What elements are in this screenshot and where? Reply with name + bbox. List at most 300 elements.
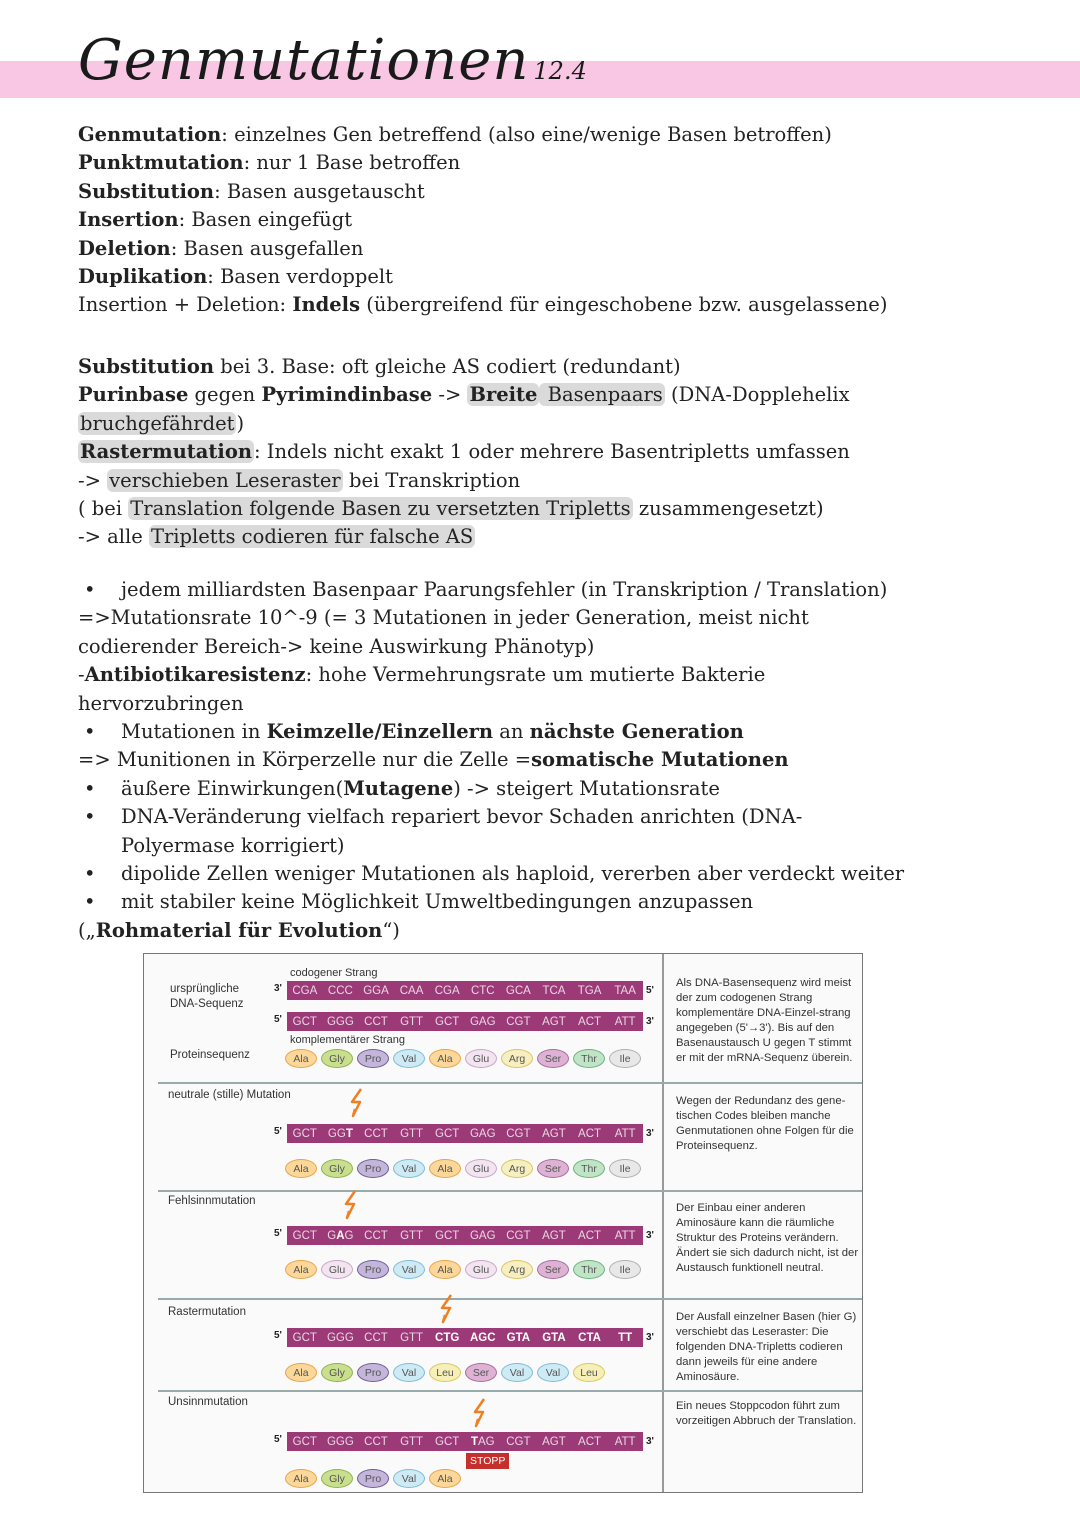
codon-text: CGT — [506, 1127, 531, 1140]
amino-acid-val: Val — [393, 1363, 425, 1382]
text-line — [78, 718, 904, 746]
text-segment: mit stabiler keine Möglichkeit Umweltbedingungen anzupassen — [121, 890, 754, 914]
strand-end-label: 3' — [646, 1436, 654, 1447]
codon — [323, 1128, 359, 1140]
amino-acid-ala: Ala — [429, 1260, 461, 1279]
strand-end-label: 5' — [274, 1228, 282, 1239]
codon-text: GGG — [326, 1015, 354, 1028]
codon-text: CCT — [364, 1127, 388, 1140]
amino-acid-ala: Ala — [429, 1049, 461, 1068]
amino-acid-glu: Glu — [465, 1159, 497, 1178]
section-divider — [158, 1298, 862, 1300]
codon-text: AGC — [469, 1331, 496, 1344]
text-segment: DNA-Veränderung vielfach repariert bevor Schaden anrichten (DNA- — [121, 805, 803, 829]
text-segment: Insertion + Deletion: — [78, 293, 293, 317]
codon-text: GTT — [400, 1127, 424, 1140]
codon — [536, 1016, 572, 1028]
codon — [607, 1230, 643, 1242]
codon-text: AGT — [542, 1229, 566, 1242]
text-line — [78, 235, 887, 263]
codon — [572, 1016, 608, 1028]
codon-text: ACT — [578, 1435, 602, 1448]
codon-text: GAG — [469, 1015, 496, 1028]
strand-end-label: 3' — [646, 1128, 654, 1139]
bullet-icon: • — [84, 805, 96, 829]
bold-term: Rohmaterial für Evolution — [95, 918, 383, 942]
amino-acid-ala: Ala — [429, 1159, 461, 1178]
note-unsinn: Ein neues Stoppcodon führt zum vorzeitigen Abbruch der Translation. — [676, 1400, 857, 1427]
codon-text: ACT — [578, 1015, 602, 1028]
text-line — [78, 206, 887, 234]
amino-acid-gly: Gly — [321, 1469, 353, 1488]
strand-unsinn — [287, 1432, 643, 1451]
section-divider — [158, 1082, 862, 1084]
codon — [536, 1128, 572, 1140]
codon-text: GCT — [292, 1127, 317, 1140]
codogen-strand-label: codogener Strang — [290, 967, 378, 979]
codon-text: CCT — [364, 1015, 388, 1028]
amino-acid-ala: Ala — [285, 1469, 317, 1488]
codon-text: GTA — [542, 1331, 566, 1344]
text-line — [78, 832, 904, 860]
text-line — [78, 263, 887, 291]
codon — [358, 1436, 394, 1448]
codon — [358, 1332, 394, 1344]
mutation-types-figure — [143, 953, 863, 1493]
codon-text: CCT — [364, 1435, 388, 1448]
amino-acid-arg: Arg — [501, 1049, 533, 1068]
protein-sequence-label: Proteinsequenz — [170, 1049, 250, 1061]
codon — [358, 1016, 394, 1028]
codon — [465, 1436, 501, 1448]
codon — [287, 1230, 323, 1242]
amino-acid-val: Val — [393, 1260, 425, 1279]
text-segment: zusammengesetzt) — [632, 496, 824, 520]
text-line — [78, 467, 850, 495]
amino-acid-thr: Thr — [573, 1260, 605, 1279]
amino-acid-ile: Ile — [609, 1049, 641, 1068]
codon-text: GCT — [292, 1435, 317, 1448]
text-line — [78, 661, 904, 689]
codon-text: GG — [327, 1127, 346, 1140]
codon — [394, 985, 430, 997]
codon-text: GTT — [400, 1435, 424, 1448]
amino-acid-ala: Ala — [285, 1049, 317, 1068]
bold-term: Deletion — [78, 236, 171, 260]
amino-acid-ala: Ala — [285, 1260, 317, 1279]
amino-acid-val: Val — [393, 1049, 425, 1068]
amino-acid-arg: Arg — [501, 1260, 533, 1279]
text-segment: : Basen ausgefallen — [170, 236, 364, 260]
amino-acid-glu: Glu — [465, 1260, 497, 1279]
codon-text: T — [345, 1127, 353, 1140]
label-fehlsinn: Fehlsinnmutation — [168, 1195, 256, 1207]
codon-text: T — [470, 1435, 478, 1448]
codon-text: ATT — [614, 1015, 636, 1028]
text-line — [78, 495, 850, 523]
codon — [429, 1016, 465, 1028]
codon — [287, 985, 323, 997]
text-segment: Basenpaars — [541, 383, 663, 407]
codon — [536, 1332, 572, 1344]
codon-text: AG — [477, 1435, 495, 1448]
text-segment: hervorzubringen — [78, 691, 244, 715]
codon — [572, 985, 608, 997]
codon — [287, 1436, 323, 1448]
codon — [323, 1230, 359, 1242]
text-segment: -> — [78, 468, 108, 492]
codon-text: GCT — [292, 1229, 317, 1242]
bold-term: Antibiotikaresistenz — [84, 663, 306, 687]
amino-acid-ala: Ala — [285, 1159, 317, 1178]
note-fehlsinn: Der Einbau einer anderen Aminosäure kann die räumliche Struktur des Proteins verändern. Ändert sie sich dadurch nicht, ist der Austausch funktionell neutral. — [676, 1202, 859, 1274]
codon — [287, 1128, 323, 1140]
text-segment: codierender Bereich-> keine Auswirkung Phänotyp) — [78, 634, 595, 658]
codon-text: GTT — [400, 1229, 424, 1242]
codon-text: CGT — [506, 1435, 531, 1448]
codon-text: CGT — [506, 1015, 531, 1028]
text-segment: => Munitionen in Körperzelle nur die Zelle = — [78, 748, 532, 772]
codon — [358, 1128, 394, 1140]
mutation-lightning-icon — [347, 1088, 369, 1118]
text-segment: verschieben Leseraster — [109, 468, 341, 492]
bullet-icon: • — [84, 776, 96, 800]
strand-end-label: 5' — [646, 985, 654, 996]
amino-acid-pro: Pro — [357, 1469, 389, 1488]
codon-text: AGT — [542, 1015, 566, 1028]
codon — [536, 985, 572, 997]
text-segment: : Indels nicht exakt 1 oder mehrere Basentripletts umfassen — [254, 440, 850, 464]
text-line — [78, 149, 887, 177]
page-title: Genmutationen 12.4 — [78, 28, 587, 93]
amino-acid-glu: Glu — [465, 1049, 497, 1068]
codon-text: GCT — [435, 1229, 460, 1242]
text-line — [78, 633, 904, 661]
codon-text: TAA — [614, 984, 636, 997]
codon — [429, 1332, 465, 1344]
codon — [572, 1128, 608, 1140]
strand-end-label: 5' — [274, 1434, 282, 1445]
amino-acid-pro: Pro — [357, 1049, 389, 1068]
text-segment: gegen — [188, 383, 262, 407]
amino-acid-gly: Gly — [321, 1159, 353, 1178]
codon — [536, 1436, 572, 1448]
text-segment: : einzelnes Gen betreffend (also eine/wenige Basen betroffen) — [221, 123, 832, 146]
section-divider — [158, 1390, 862, 1392]
codon — [501, 1128, 537, 1140]
codon-text: CGT — [506, 1229, 531, 1242]
text-line — [78, 121, 887, 149]
codon — [501, 985, 537, 997]
amino-acid-pro: Pro — [357, 1159, 389, 1178]
codon-text: GGG — [326, 1331, 354, 1344]
stop-codon-label: STOPP — [466, 1453, 509, 1469]
strand-end-label: 3' — [274, 983, 282, 994]
amino-acid-row — [285, 1469, 465, 1488]
text-segment: (übergreifend für eingeschobene bzw. ausgelassene) — [360, 293, 888, 317]
bold-term: somatische Mutationen — [531, 748, 789, 772]
codon-text: GAG — [469, 1229, 496, 1242]
codon — [501, 1332, 537, 1344]
codon-text: GCT — [435, 1127, 460, 1140]
text-line — [78, 888, 904, 916]
mutation-lightning-icon — [341, 1190, 363, 1220]
codon — [429, 985, 465, 997]
amino-acid-ala: Ala — [429, 1469, 461, 1488]
bullet-icon: • — [84, 890, 96, 914]
text-line — [78, 381, 850, 409]
strand-end-label: 5' — [274, 1014, 282, 1025]
codon-text: CTC — [470, 984, 495, 997]
bold-term: Substitution — [78, 355, 215, 378]
codon-text: GGG — [326, 1435, 354, 1448]
codon-text: ATT — [614, 1435, 636, 1448]
codon — [607, 1436, 643, 1448]
codon-text: GCT — [292, 1015, 317, 1028]
amino-acid-ile: Ile — [609, 1260, 641, 1279]
codon — [501, 1016, 537, 1028]
codon-text: CCC — [327, 984, 353, 997]
text-segment: an — [493, 719, 530, 743]
codon-text: GCT — [435, 1435, 460, 1448]
strand-end-label: 3' — [646, 1016, 654, 1027]
amino-acid-row — [285, 1260, 645, 1279]
text-line — [78, 178, 887, 206]
strand-fehlsinn — [287, 1226, 643, 1245]
codon — [429, 1128, 465, 1140]
codon-text: GGA — [363, 984, 389, 997]
text-segment: : nur 1 Base betroffen — [243, 151, 461, 175]
codon — [429, 1230, 465, 1242]
bullet-icon: • — [84, 719, 96, 743]
text-segment: “) — [382, 918, 400, 942]
text-segment: jedem milliardsten Basenpaar Paarungsfehler (in Transkription / Translation) — [121, 578, 888, 601]
text-line — [78, 690, 904, 718]
section-divider — [158, 1190, 862, 1192]
codon — [323, 1436, 359, 1448]
bold-term: Mutagene — [343, 776, 454, 800]
codon-text: GCT — [292, 1331, 317, 1344]
amino-acid-gly: Gly — [321, 1049, 353, 1068]
codogen-strand — [287, 981, 643, 1000]
amino-acid-ser: Ser — [537, 1159, 569, 1178]
codon — [394, 1332, 430, 1344]
text-line — [78, 576, 904, 604]
codon — [394, 1128, 430, 1140]
amino-acid-glu: Glu — [321, 1260, 353, 1279]
codon — [572, 1436, 608, 1448]
text-line — [78, 410, 850, 438]
codon — [501, 1436, 537, 1448]
text-line — [78, 803, 904, 831]
text-line — [78, 775, 904, 803]
text-segment: =>Mutationsrate 10^-9 (= 3 Mutationen in jeder Generation, meist nicht — [78, 606, 809, 630]
codon-text: AGT — [542, 1435, 566, 1448]
text-segment: ) — [236, 411, 245, 435]
codon — [465, 1332, 501, 1344]
amino-acid-ser: Ser — [465, 1363, 497, 1382]
text-segment: bei Transkription — [342, 468, 521, 492]
mutation-lightning-icon — [437, 1294, 459, 1324]
amino-acid-leu: Leu — [429, 1363, 461, 1382]
strand-end-label: 5' — [274, 1126, 282, 1137]
codon-text: G — [327, 1229, 337, 1242]
amino-acid-val: Val — [537, 1363, 569, 1382]
original-sequence-label-2: DNA-Sequenz — [170, 998, 244, 1010]
codon — [323, 1332, 359, 1344]
label-raster: Rastermutation — [168, 1306, 246, 1318]
text-segment: : Basen verdoppelt — [207, 264, 394, 288]
text-segment: : hohe Vermehrungsrate um mutierte Bakterie — [305, 663, 766, 687]
amino-acid-ala: Ala — [285, 1363, 317, 1382]
codon — [465, 1128, 501, 1140]
text-segment: äußere Einwirkungen( — [121, 776, 344, 800]
text-segment: : Basen ausgetauscht — [214, 179, 425, 203]
text-segment: -> — [432, 383, 468, 407]
amino-acid-leu: Leu — [573, 1363, 605, 1382]
bullet-icon: • — [84, 578, 96, 601]
amino-acid-ser: Ser — [537, 1049, 569, 1068]
text-line — [78, 917, 904, 945]
codon-text: AGT — [542, 1127, 566, 1140]
mutation-lightning-icon — [470, 1398, 492, 1428]
figure-column-divider — [662, 954, 664, 1492]
bold-term: Insertion — [78, 208, 179, 232]
text-segment: Translation folgende Basen zu versetzten Tripletts — [130, 496, 631, 520]
codon — [394, 1016, 430, 1028]
amino-acid-thr: Thr — [573, 1159, 605, 1178]
bold-term: Purinbase — [78, 383, 189, 407]
text-segment: ) -> steigert Mutationsrate — [453, 776, 720, 800]
amino-acid-row — [285, 1159, 645, 1178]
complementary-strand-label: komplementärer Strang — [290, 1034, 405, 1046]
text-segment: bei 3. Base: oft gleiche AS codiert (redundant) — [214, 355, 681, 378]
note-neutral: Wegen der Redundanz des gene-tischen Codes bleiben manche Genmutationen ohne Folgen für die Proteinsequenz. — [676, 1095, 854, 1152]
codon — [607, 1332, 643, 1344]
label-unsinn: Unsinnmutation — [168, 1396, 248, 1408]
strand-end-label: 5' — [274, 1330, 282, 1341]
amino-acid-pro: Pro — [357, 1363, 389, 1382]
mutation-facts-block — [78, 576, 904, 945]
amino-acid-ser: Ser — [537, 1260, 569, 1279]
codon — [287, 1016, 323, 1028]
text-line — [78, 746, 904, 774]
text-segment: dipolide Zellen weniger Mutationen als haploid, vererben aber verdeckt weiter — [121, 861, 905, 885]
bold-term: Substitution — [78, 179, 215, 203]
codon-text: ATT — [614, 1229, 636, 1242]
codon — [572, 1230, 608, 1242]
amino-acid-arg: Arg — [501, 1159, 533, 1178]
codon-text: ACT — [578, 1127, 602, 1140]
codon — [287, 1332, 323, 1344]
codon-text: CCT — [364, 1331, 388, 1344]
codon-text: GTT — [400, 1015, 424, 1028]
codon-text: A — [336, 1229, 345, 1242]
codon-text: TGA — [577, 984, 602, 997]
codon-text: G — [344, 1229, 354, 1242]
text-segment: (DNA-Dopplehelix — [664, 383, 850, 407]
amino-acid-ile: Ile — [609, 1159, 641, 1178]
codon — [501, 1230, 537, 1242]
substitution-raster-block — [78, 353, 850, 552]
bold-term: Punktmutation — [78, 151, 244, 175]
codon — [429, 1436, 465, 1448]
text-line — [78, 438, 850, 466]
text-line — [78, 353, 850, 381]
codon-text: CCT — [364, 1229, 388, 1242]
amino-acid-val: Val — [393, 1159, 425, 1178]
codon — [465, 985, 501, 997]
codon-text: TCA — [542, 984, 566, 997]
bold-term: Breite — [469, 383, 538, 407]
codon — [607, 985, 643, 997]
amino-acid-pro: Pro — [357, 1260, 389, 1279]
note-original: Als DNA-Basensequenz wird meist der zum codogenen Strang komplementäre DNA-Einzel-strang angegeben (5'→3'). Bis auf den Basenaustausch U gegen T stimmt er mit der mRNA-Sequenz überein. — [676, 977, 853, 1064]
codon — [465, 1016, 501, 1028]
strand-end-label: 3' — [646, 1332, 654, 1343]
text-segment: bruchgefährdet — [80, 411, 235, 435]
bold-term: Pyrimindinbase — [261, 383, 433, 407]
strand-neutral — [287, 1124, 643, 1143]
codon-text: GCA — [505, 984, 531, 997]
text-segment: Polyermase korrigiert) — [121, 833, 345, 857]
codon — [394, 1436, 430, 1448]
codon-text: CTG — [435, 1331, 460, 1344]
codon-text: ATT — [614, 1127, 636, 1140]
bold-term: Indels — [292, 293, 361, 317]
amino-acid-val: Val — [393, 1469, 425, 1488]
text-segment: - — [78, 663, 85, 687]
amino-acid-row — [285, 1049, 645, 1068]
text-segment: ( bei — [78, 496, 129, 520]
bold-term: Duplikation — [78, 264, 208, 288]
codon — [536, 1230, 572, 1242]
amino-acid-val: Val — [501, 1363, 533, 1382]
codon — [572, 1332, 608, 1344]
bold-term: Genmutation — [78, 123, 222, 146]
text-line — [78, 523, 850, 551]
strand-end-label: 3' — [646, 1230, 654, 1241]
codon-text: ACT — [578, 1229, 602, 1242]
codon-text: GAG — [469, 1127, 496, 1140]
text-segment: Tripletts codieren für falsche AS — [150, 525, 474, 549]
bold-term: Rastermutation — [80, 440, 253, 464]
codon-text: GTA — [506, 1331, 531, 1344]
codon-text: TT — [618, 1331, 633, 1344]
codon-text: CGA — [434, 984, 460, 997]
amino-acid-thr: Thr — [573, 1049, 605, 1068]
amino-acid-gly: Gly — [321, 1363, 353, 1382]
note-raster: Der Ausfall einzelner Basen (hier G) verschiebt das Leseraster: Die folgenden DNA-Tripletts codieren dann jeweils für eine andere Aminosäure. — [676, 1311, 857, 1383]
codon — [465, 1230, 501, 1242]
codon-text: CAA — [399, 984, 424, 997]
text-line — [78, 604, 904, 632]
label-neutral: neutrale (stille) Mutation — [168, 1089, 291, 1101]
codon-text: CTA — [578, 1331, 601, 1344]
text-line — [78, 291, 887, 319]
bold-term: Keimzelle/Einzellern — [266, 719, 494, 743]
codon — [607, 1016, 643, 1028]
text-segment: -> alle — [78, 525, 149, 549]
codon — [358, 1230, 394, 1242]
codon-text: GCT — [435, 1015, 460, 1028]
title-chapter-number: 12.4 — [533, 57, 587, 85]
text-segment: : Basen eingefügt — [178, 208, 353, 232]
bullet-icon: • — [84, 861, 96, 885]
amino-acid-row — [285, 1363, 609, 1382]
codon — [358, 985, 394, 997]
codon — [607, 1128, 643, 1140]
